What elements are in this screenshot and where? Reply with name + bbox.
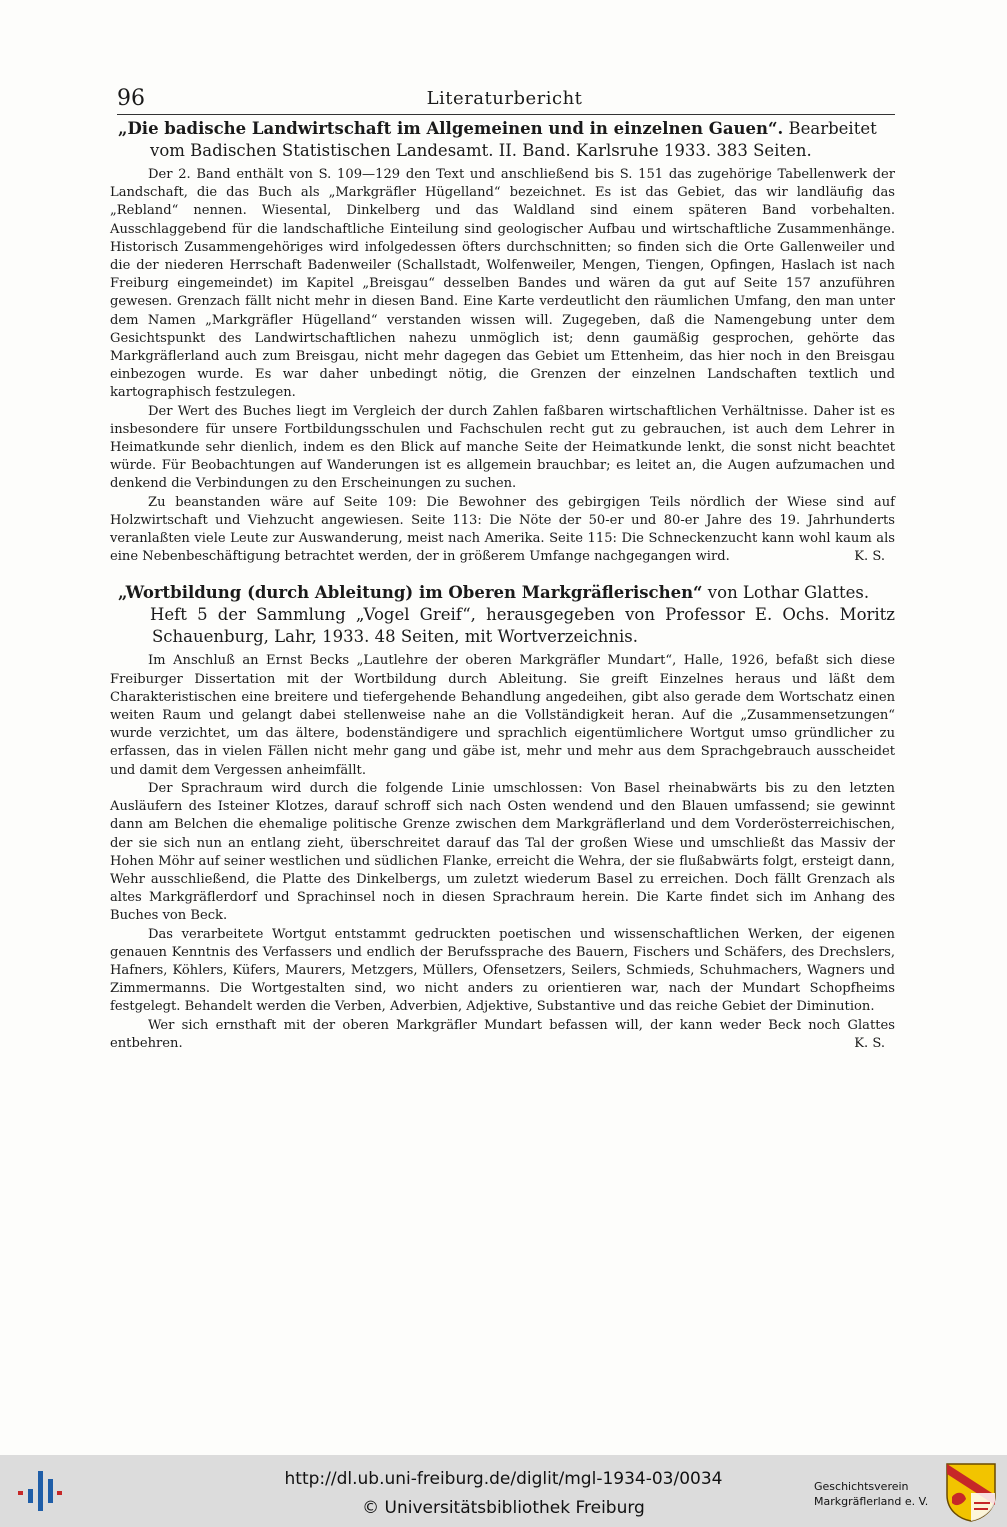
entry-2-signature: K. S. [854, 1035, 885, 1051]
entry-title-2-rest: von Lothar Glattes. [702, 583, 870, 603]
page-body [110, 118, 895, 1053]
viewer-footer [0, 1455, 1007, 1527]
entry-title-1 [120, 118, 895, 162]
entry-1-paragraph: Der Wert des Buches liegt im Vergleich der durch Zahlen faßbaren wirtschaftlichen Verhältnisse. Daher ist es insbesondere für unsere Fortbildungsschulen und Fachschulen recht gut zu gebrauchen, ist auch dem Lehrer in Heimatkunde sehr dienlich, indem es den Blick auf manche Seite der Heimatkunde lenkt, die sonst nicht beachtet würde. Für Beobachtungen auf Wanderungen ist es allgemein brauchbar; es leitet an, die Augen aufzumachen und denkend die Verbindungen zu den Erscheinungen zu suchen. [110, 403, 895, 492]
entry-2-paragraph-text: Wer sich ernsthaft mit der oberen Markgräfler Mundart befassen will, der kann weder Beck noch Glattes entbehren. [110, 1017, 895, 1051]
entry-2-paragraph: Das verarbeitete Wortgut entstammt gedruckten poetischen und wissenschaftlichen Werken, der eigenen genauen Kenntnis des Verfassers und endlich der Berufssprache des Bauern, Fischers und Schäfers, des Drechslers, Hafners, Köhlers, Küfers, Maurers, Metzgers, Müllers, Ofensetzers, Seilers, Schmieds, Schuhmachers, Wagners und Zimmermanns. Die Wortgestalten sind, wo nicht anders zu orientieren war, nach der Mundart Schopfheims festgelegt. Behandelt werden die Verben, Adverbien, Adjektive, Substantive und das reiche Gebiet der Diminution. [110, 926, 895, 1015]
entry-1-paragraph-text: Zu beanstanden wäre auf Seite 109: Die Bewohner des gebirgigen Teils nördlich der Wiese sind auf Holzwirtschaft und Viehzucht angewiesen. Seite 113: Die Nöte der 50-er und 80-er Jahre des 19. Jahrhunderts veranlaßten viele Leute zur Auswanderung, meist nach Amerika. Seite 115: Die Schneckenzucht kann wohl kaum als eine Nebenbeschäftigung betrachtet werden, der in größerem Umfange nachgegangen wird. [110, 494, 895, 565]
entry-title-1-rest: Bearbeitet [783, 119, 877, 138]
entry-1-paragraph-last [110, 494, 895, 567]
coat-of-arms-icon[interactable] [944, 1461, 998, 1523]
entry-2-paragraph: Im Anschluß an Ernst Becks „Lautlehre der oberen Markgräfler Mundart“, Halle, 1926, befaßt sich diese Freiburger Dissertation mit der Wortbildung durch Ableitung. Sie greift Einzelnes heraus und läßt dem Charakteristischen eine breitere und tiefergehende Behandlung angedeihen, gibt also gerade dem Wortschatz einen weiten Raum und gelangt dabei stellenweise nahe an die Vollständigkeit heran. Auf die „Zusammensetzungen“ wurde verzichtet, um das ältere, bodenständigere und sprachlich eigentümlichere Wortgut umso gründlicher zu erfassen, das in vielen Fällen nicht mehr gang und gäbe ist, mehr und mehr aus dem Sprachgebrauch ausscheidet und damit dem Vergessen anheimfällt. [110, 653, 895, 778]
entry-title-2-bold: „Wortbildung (durch Ableitung) im Oberen Markgräflerischen“ [118, 583, 703, 603]
page-header [117, 86, 892, 114]
copyright-text: © Universitätsbibliothek Freiburg [362, 1498, 645, 1518]
entry-title-1-continuation: vom Badischen Statistischen Landesamt. II. Band. Karlsruhe 1933. 383 Seiten. [150, 141, 812, 160]
entry-title-2-continuation: Heft 5 der Sammlung „Vogel Greif“, herausgegeben von Professor E. Ochs. Moritz Schauenburg, Lahr, 1933. 48 Seiten, mit Wortverzeichnis. [150, 605, 895, 647]
society-name-line2: Markgräflerland e. V. [814, 1495, 929, 1508]
entry-title-2 [120, 582, 895, 648]
society-name [814, 1479, 944, 1509]
entry-title-1-bold: „Die badische Landwirtschaft im Allgemeinen und in einzelnen Gauen“. [118, 119, 784, 138]
page-number: 96 [117, 86, 145, 111]
entry-2-paragraph-last [110, 1017, 895, 1053]
running-head: Literaturbericht [426, 88, 583, 109]
source-url-link[interactable]: http://dl.ub.uni-freiburg.de/diglit/mgl-1934-03/0034 [284, 1469, 723, 1489]
society-name-line1: Geschichtsverein [814, 1480, 909, 1493]
entry-1-paragraph: Der 2. Band enthält von S. 109—129 den Text und anschließend bis S. 151 das zugehörige Tabellenwerk der Landschaft, die das Buch als „Markgräfler Hügelland“ bezeichnet. Es ist das Gebiet, das wir landläufig das „Rebland“ nennen. Wiesental, Dinkelberg und das Waldland sind einem späteren Band vorbehalten. Ausschlaggebend für die landschaftliche Einteilung sind geologischer Aufbau und wirtschaftliche Zusammenhänge. Historisch Zusammengehöriges wird infolgedessen öfters durchschnitten; so finden sich die Orte Gallenweiler und die der niederen Herrschaft Badenweiler (Schallstadt, Wolfenweiler, Mengen, Tiengen, Opfingen, Haslach ist nach Freiburg eingemeindet) im Kapitel „Breisgau“ desselben Bandes und wären da gut auf Seite 157 anzuführen gewesen. Grenzach fällt nicht mehr in diesen Band. Eine Karte verdeutlicht den räumlichen Umfang, den man unter dem Namen „Markgräfler Hügelland“ verstanden wissen will. Zugegeben, daß die Namengebung unter dem Gesichtspunkt des Landwirtschaftlichen nahezu unmöglich ist; denn gaumäßig gesprochen, gehörte das Markgräflerland auch zum Breisgau, nicht mehr dagegen das Gebiet um Ettenheim, das hier noch in den Breisgau einbezogen wurde. Es war daher unbedingt nötig, die Grenzen der einzelnen Landschaften textlich und kartographisch festzulegen. [110, 167, 895, 401]
header-rule [117, 114, 895, 115]
entry-1-signature: K. S. [854, 549, 885, 565]
entry-2-paragraph: Der Sprachraum wird durch die folgende Linie umschlossen: Von Basel rheinabwärts bis zu den letzten Ausläufern des Isteiner Klotzes, darauf schroff sich nach Osten wendend und den Blauen umfassend; sie gewinnt dann am Belchen die ehemalige politische Grenze zwischen dem Markgräflerland und dem Vorderösterreichischen, der sie sich nun an entlang zieht, überschreitet darauf das Tal der großen Wiese und umschließt das Massiv der Hohen Möhr auf seiner westlichen und südlichen Flanke, erreicht die Wehra, der sie flußabwärts folgt, ersteigt dann, Wehr ausschließend, die Platte des Dinkelbergs, um zuletzt wiederum Basel zu erreichen. Doch fällt Grenzach als altes Markgräflerdorf und Sprachinsel noch in diesen Sprachraum herein. Die Karte findet sich im Anhang des Buches von Beck. [110, 780, 895, 924]
